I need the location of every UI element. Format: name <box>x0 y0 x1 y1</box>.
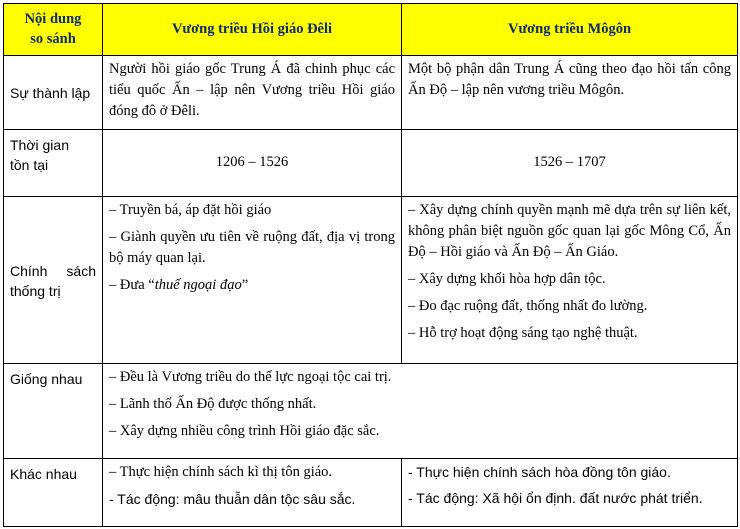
similarities-content <box>103 364 738 459</box>
comparison-table <box>3 3 738 527</box>
label-policy <box>4 197 103 364</box>
policy-delhi-item: – Giành quyền ưu tiên về ruộng đất, địa vị trong bộ máy quan lại. <box>109 229 395 267</box>
label-duration-line1: Thời gian <box>10 137 69 153</box>
label-policy-line1: Chính sách <box>10 262 96 279</box>
tax-term: thuế ngoại đạo <box>154 277 242 294</box>
policy-delhi-item: – Truyền bá, áp đặt hồi giáo <box>109 202 272 218</box>
label-policy-line2: thống trị <box>10 283 61 299</box>
policy-mughal-item: – Xây dựng khối hòa hợp dân tộc. <box>408 271 606 288</box>
label-differences: Khác nhau <box>4 459 103 527</box>
row-policy <box>4 197 738 364</box>
label-similarities: Giống nhau <box>4 364 103 459</box>
header-criteria-line2: so sánh <box>30 30 76 47</box>
similarity-item: – Xây dựng nhiều công trình Hồi giáo đặc sắc. <box>109 423 380 440</box>
similarity-item: – Lãnh thổ Ấn Độ được thống nhất. <box>109 396 317 413</box>
differences-mughal <box>402 459 738 527</box>
policy-mughal-item: – Đo đạc ruộng đất, thống nhất đo lường. <box>408 298 648 315</box>
row-similarities <box>4 364 738 459</box>
duration-mughal: 1526 – 1707 <box>402 130 738 197</box>
header-criteria-line1: Nội dung <box>24 10 82 27</box>
difference-mughal-item: - Tác động: Xã hội ổn định. đất nước phát triển. <box>408 490 703 507</box>
differences-delhi <box>103 459 402 527</box>
founding-mughal: Một bộ phận dân Trung Á cũng theo đạo hồi tấn công Ấn Độ – lập nên vương triều Môgôn. <box>402 56 738 130</box>
header-delhi: Vương triều Hồi giáo Đêli <box>103 4 402 56</box>
row-differences <box>4 459 738 527</box>
row-founding <box>4 56 738 130</box>
label-founding: Sự thành lập <box>4 56 103 130</box>
duration-delhi: 1206 – 1526 <box>103 130 402 197</box>
policy-mughal <box>402 197 738 364</box>
policy-mughal-item: – Hỗ trợ hoạt động sáng tạo nghệ thuật. <box>408 325 638 342</box>
policy-mughal-item: – Xây dựng chính quyền mạnh mẽ dựa trên sự liên kết, không phân biệt nguồn gốc quan lại gốc Mông Cổ, Ấn Độ – Hồi giáo và Ấn Độ – Ấn Giáo. <box>408 202 731 261</box>
header-row <box>4 4 738 56</box>
label-duration <box>4 130 103 197</box>
policy-delhi-tax: – Đưa “thuế ngoại đạo” <box>109 277 249 294</box>
difference-delhi-item: - Tác động: mâu thuẫn dân tộc sâu sắc. <box>109 491 356 508</box>
label-duration-line2: tồn tại <box>10 157 49 174</box>
row-duration <box>4 130 738 197</box>
difference-delhi-item: – Thực hiện chính sách kì thị tôn giáo. <box>109 464 333 480</box>
similarity-item: – Đều là Vương triều do thế lực ngoại tộc cai trị. <box>109 369 392 385</box>
header-criteria <box>4 4 103 56</box>
difference-mughal-item: - Thực hiện chính sách hòa đồng tôn giáo. <box>408 464 671 480</box>
policy-delhi <box>103 197 402 364</box>
header-mughal: Vương triều Môgôn <box>402 4 738 56</box>
founding-delhi: Người hồi giáo gốc Trung Á đã chinh phục các tiểu quốc Ấn – lập nên Vương triều Hồi giáo đóng đô ở Đêli. <box>103 56 402 130</box>
